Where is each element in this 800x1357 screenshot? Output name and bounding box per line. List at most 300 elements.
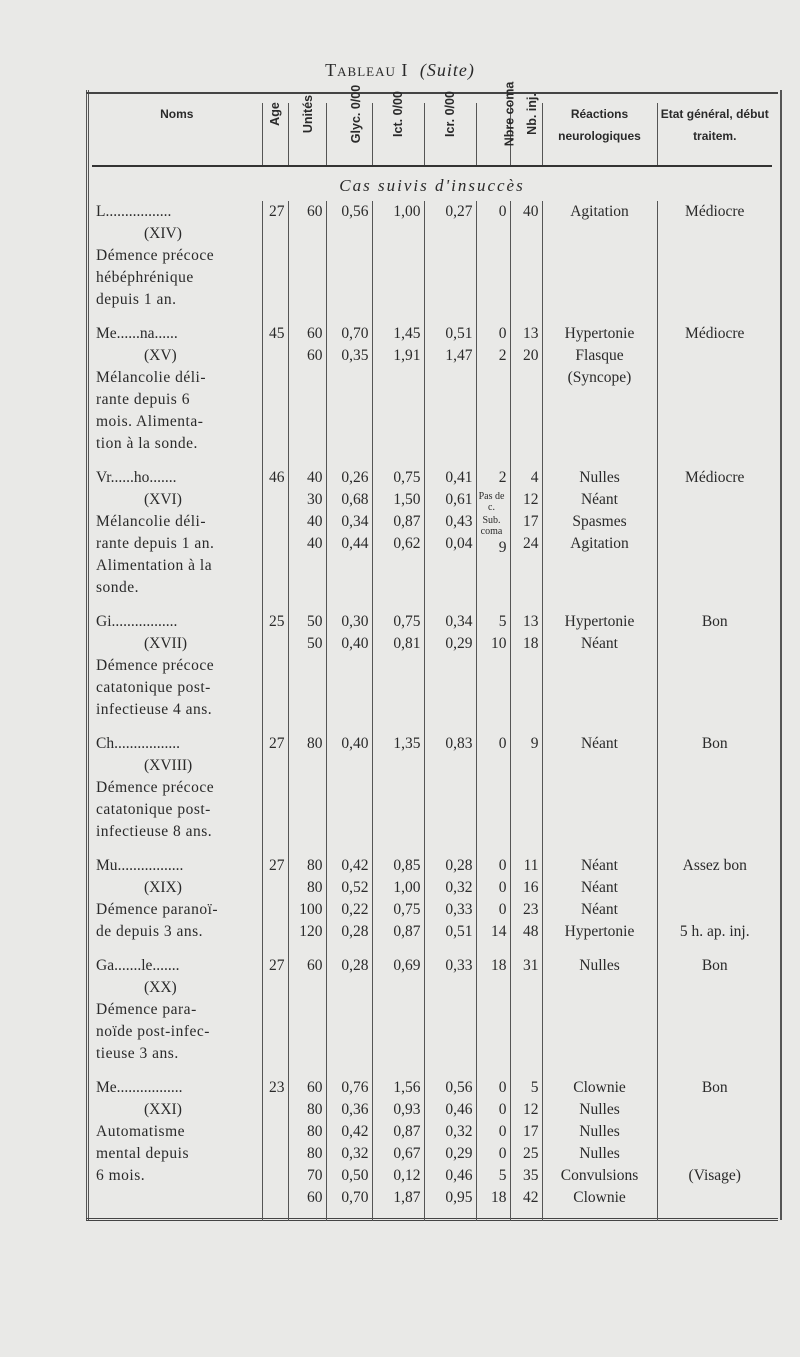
table-body	[92, 166, 772, 1221]
header-nbre-coma	[476, 81, 516, 166]
patient-row	[92, 201, 772, 323]
icr-value: 0,04	[445, 535, 473, 552]
inj-value: 24	[523, 535, 539, 552]
header-age-label: Age	[268, 102, 282, 126]
icr-value: 0,34	[445, 613, 473, 630]
diagnosis-line: Démence para-	[96, 1001, 197, 1018]
section-row	[92, 166, 772, 201]
patient-name: Me......na......	[96, 325, 178, 342]
unites-value: 60	[307, 957, 323, 974]
unites-value: 80	[307, 879, 323, 896]
reaction-value: Nulles	[579, 469, 620, 486]
etat-value: Bon	[701, 735, 728, 752]
unites-value: 80	[307, 1145, 323, 1162]
ict-value: 1,50	[393, 491, 421, 508]
inj-value: 42	[523, 1189, 539, 1206]
ict-cell	[372, 467, 424, 611]
diagnosis-line: noïde post-infec-	[96, 1023, 210, 1040]
patient-name-cell	[92, 855, 262, 955]
unites-value	[289, 367, 323, 389]
page-title	[0, 60, 800, 81]
icr-value: 0,56	[445, 1079, 473, 1096]
icr-value: 0,33	[445, 901, 473, 918]
case-number: (XXI)	[144, 1101, 182, 1118]
reaction-value: Nulles	[579, 1101, 620, 1118]
diagnosis-line: mental depuis	[96, 1145, 190, 1162]
reaction-cell	[542, 1077, 657, 1221]
reaction-value: Néant	[580, 857, 618, 874]
glyc-value: 0,22	[341, 901, 369, 918]
glyc-value: 0,28	[341, 923, 369, 940]
coma-value: 18	[491, 1189, 507, 1206]
diagnosis-line: catatonique post-	[96, 801, 211, 818]
inj-value: 12	[523, 491, 539, 508]
reaction-value: Clownie	[573, 1079, 626, 1096]
patient-row	[92, 733, 772, 855]
header-glyc	[326, 84, 372, 166]
reaction-cell	[542, 733, 657, 855]
icr-cell	[424, 955, 476, 1077]
diagnosis-line: mois. Alimenta-	[96, 413, 204, 430]
ict-value: 0,62	[393, 535, 421, 552]
inj-value: 31	[523, 957, 539, 974]
patient-name: Gi.................	[96, 613, 178, 630]
ict-value: 0,67	[393, 1145, 421, 1162]
diagnosis-line: tion à la sonde.	[96, 435, 198, 452]
ict-value: 1,87	[393, 1189, 421, 1206]
inj-value: 12	[523, 1101, 539, 1118]
coma-value: 0	[498, 879, 507, 896]
case-number: (XVI)	[144, 491, 182, 508]
header-icr-label: Icr. 0/00	[443, 91, 457, 137]
title-caps: Tableau I	[325, 60, 409, 80]
inj-cell	[510, 611, 542, 733]
glyc-value: 0,28	[341, 957, 369, 974]
icr-value: 0,32	[445, 1123, 473, 1140]
unites-cell	[288, 733, 326, 855]
patient-name-cell	[92, 955, 262, 1077]
glyc-value: 0,34	[341, 513, 369, 530]
age-cell: 45	[262, 323, 288, 467]
diagnosis-line: hébéphrénique	[96, 269, 194, 286]
ict-value: 0,12	[393, 1167, 421, 1184]
icr-value: 0,51	[445, 923, 473, 940]
diagnosis-line: sonde.	[96, 579, 140, 596]
unites-value: 60	[307, 203, 323, 220]
age-cell: 23	[262, 1077, 288, 1221]
icr-value: 0,46	[445, 1167, 473, 1184]
inj-value: 20	[523, 347, 539, 364]
etat-cell	[657, 955, 772, 1077]
icr-cell	[424, 1077, 476, 1221]
glyc-value: 0,56	[341, 203, 369, 220]
icr-value: 0,28	[445, 857, 473, 874]
inj-value: 40	[523, 203, 539, 220]
unites-cell	[288, 855, 326, 955]
reaction-value: Néant	[580, 491, 618, 508]
unites-value: 60	[307, 1189, 323, 1206]
etat-value: Bon	[701, 957, 728, 974]
ict-cell	[372, 201, 424, 323]
coma-value: 0	[498, 325, 507, 342]
icr-value: 1,47	[445, 347, 473, 364]
coma-value: Pas de c.	[478, 491, 505, 513]
inj-cell	[510, 855, 542, 955]
patient-name-cell	[92, 1077, 262, 1221]
diagnosis-line: rante depuis 6	[96, 391, 190, 408]
inj-value: 5	[530, 1079, 539, 1096]
glyc-value: 0,36	[341, 1101, 369, 1118]
icr-value: 0,32	[445, 879, 473, 896]
glyc-value: 0,68	[341, 491, 369, 508]
glyc-cell	[326, 855, 372, 955]
etat-value	[658, 877, 773, 899]
top-rule	[86, 92, 778, 94]
glyc-value: 0,52	[341, 879, 369, 896]
etat-value: Bon	[701, 613, 728, 630]
diagnosis-line: Alimentation à la	[96, 557, 213, 574]
unites-value: 120	[299, 923, 323, 940]
reaction-cell	[542, 323, 657, 467]
coma-value: 2	[498, 469, 507, 486]
header-age	[262, 103, 288, 166]
etat-cell	[657, 201, 772, 323]
coma-value	[477, 367, 507, 389]
etat-value: Bon	[701, 1079, 728, 1096]
unites-value: 60	[307, 347, 323, 364]
reaction-value: Nulles	[579, 957, 620, 974]
glyc-value	[327, 367, 369, 389]
unites-cell	[288, 467, 326, 611]
ict-cell	[372, 1077, 424, 1221]
section-title: Cas suivis d'insuccès	[339, 176, 525, 195]
inj-value: 48	[523, 923, 539, 940]
glyc-cell	[326, 467, 372, 611]
reaction-value: Néant	[580, 635, 618, 652]
coma-cell	[476, 1077, 510, 1221]
coma-value: 18	[491, 957, 507, 974]
patient-row	[92, 323, 772, 467]
ict-value	[373, 367, 421, 389]
inj-value: 17	[523, 1123, 539, 1140]
patient-name: Ga.......le.......	[96, 957, 180, 974]
reaction-value: Néant	[580, 879, 618, 896]
glyc-value: 0,35	[341, 347, 369, 364]
ict-cell	[372, 733, 424, 855]
coma-value: 0	[498, 1123, 507, 1140]
patient-name: Vr......ho.......	[96, 469, 177, 486]
icr-value: 0,33	[445, 957, 473, 974]
header-noms	[92, 103, 262, 166]
unites-cell	[288, 1077, 326, 1221]
glyc-value: 0,32	[341, 1145, 369, 1162]
glyc-value: 0,70	[341, 1189, 369, 1206]
glyc-cell	[326, 323, 372, 467]
unites-value: 40	[307, 513, 323, 530]
ict-value: 0,87	[393, 513, 421, 530]
coma-cell	[476, 611, 510, 733]
ict-cell	[372, 855, 424, 955]
icr-value: 0,46	[445, 1101, 473, 1118]
coma-value: 0	[498, 203, 507, 220]
coma-value: 0	[498, 1101, 507, 1118]
age-cell: 25	[262, 611, 288, 733]
header-ict-label: Ict. 0/00	[391, 91, 405, 137]
reaction-cell	[542, 611, 657, 733]
coma-value: 0	[498, 1079, 507, 1096]
inj-cell	[510, 201, 542, 323]
inj-cell	[510, 323, 542, 467]
diagnosis-line: Automatisme	[96, 1123, 186, 1140]
glyc-value: 0,70	[341, 325, 369, 342]
glyc-cell	[326, 733, 372, 855]
header-etat	[657, 103, 772, 166]
ict-value: 1,91	[393, 347, 421, 364]
unites-value: 40	[307, 535, 323, 552]
reaction-cell	[542, 955, 657, 1077]
header-nb-inj-label: Nb. inj.	[524, 93, 539, 135]
glyc-value: 0,76	[341, 1079, 369, 1096]
inj-value: 13	[523, 613, 539, 630]
ict-cell	[372, 323, 424, 467]
reaction-value: Nulles	[579, 1145, 620, 1162]
reaction-value: (Syncope)	[567, 369, 632, 386]
inj-value: 25	[523, 1145, 539, 1162]
glyc-cell	[326, 1077, 372, 1221]
age-cell: 46	[262, 467, 288, 611]
header-reactions	[542, 103, 657, 166]
ict-value: 0,69	[393, 957, 421, 974]
header-glyc-label: Glyc. 0/00	[348, 84, 363, 144]
icr-value: 0,41	[445, 469, 473, 486]
icr-value: 0,61	[445, 491, 473, 508]
unites-cell	[288, 323, 326, 467]
icr-value: 0,43	[445, 513, 473, 530]
diagnosis-line: infectieuse 8 ans.	[96, 823, 213, 840]
patient-name: Me.................	[96, 1079, 183, 1096]
coma-value: 10	[491, 635, 507, 652]
coma-value: 0	[498, 901, 507, 918]
patient-row	[92, 611, 772, 733]
inj-value: 9	[530, 735, 539, 752]
coma-cell	[476, 467, 510, 611]
icr-cell	[424, 733, 476, 855]
diagnosis-line: 6 mois.	[96, 1167, 146, 1184]
icr-value	[425, 367, 473, 389]
glyc-value: 0,40	[341, 735, 369, 752]
etat-cell	[657, 1077, 772, 1221]
icr-value: 0,83	[445, 735, 473, 752]
case-number: (XIV)	[144, 225, 182, 242]
ict-cell	[372, 955, 424, 1077]
coma-value: 5	[498, 1167, 507, 1184]
inj-value: 13	[523, 325, 539, 342]
coma-value: 2	[498, 347, 507, 364]
patient-name-cell	[92, 611, 262, 733]
etat-value: (Visage)	[688, 1167, 741, 1184]
patient-name-cell	[92, 323, 262, 467]
etat-value: Médiocre	[685, 325, 745, 342]
inj-value: 23	[523, 901, 539, 918]
inj-cell	[510, 1077, 542, 1221]
glyc-value: 0,26	[341, 469, 369, 486]
unites-value: 30	[307, 491, 323, 508]
unites-value: 60	[307, 325, 323, 342]
header-unites	[288, 94, 326, 166]
header-etat-label: Etat général, début traitem.	[660, 107, 769, 143]
unites-value: 50	[307, 613, 323, 630]
patient-name-cell	[92, 733, 262, 855]
ict-value: 0,87	[393, 923, 421, 940]
age-cell: 27	[262, 855, 288, 955]
case-number: (XV)	[144, 347, 177, 364]
diagnosis-line: Démence précoce	[96, 247, 215, 264]
patient-row	[92, 955, 772, 1077]
glyc-value: 0,42	[341, 857, 369, 874]
inj-value	[511, 367, 539, 389]
diagnosis-line: Démence paranoï-	[96, 901, 219, 918]
age-cell: 27	[262, 201, 288, 323]
patient-name-cell	[92, 201, 262, 323]
unites-cell	[288, 611, 326, 733]
header-unites-label: Unités	[300, 94, 315, 134]
icr-cell	[424, 611, 476, 733]
age-cell: 27	[262, 955, 288, 1077]
reaction-value: Hypertonie	[564, 923, 635, 940]
unites-value: 40	[307, 469, 323, 486]
case-number: (XIX)	[144, 879, 182, 896]
icr-cell	[424, 201, 476, 323]
ict-value: 0,87	[393, 1123, 421, 1140]
inj-value: 35	[523, 1167, 539, 1184]
coma-cell	[476, 201, 510, 323]
coma-value: 14	[491, 923, 507, 940]
case-number: (XX)	[144, 979, 177, 996]
coma-value: 5	[498, 613, 507, 630]
ict-value: 1,00	[393, 203, 421, 220]
etat-value	[658, 1143, 773, 1165]
inj-cell	[510, 733, 542, 855]
diagnosis-line: depuis 1 an.	[96, 291, 177, 308]
coma-value: Sub. coma	[480, 515, 503, 537]
unites-value: 80	[307, 857, 323, 874]
reaction-value: Convulsions	[560, 1167, 639, 1184]
diagnosis-line: infectieuse 4 ans.	[96, 701, 213, 718]
ict-value: 1,35	[393, 735, 421, 752]
coma-cell	[476, 955, 510, 1077]
diagnosis-line: Mélancolie déli-	[96, 369, 206, 386]
etat-value: Médiocre	[685, 469, 745, 486]
etat-value	[658, 899, 773, 921]
header-ict	[372, 91, 424, 166]
coma-cell	[476, 733, 510, 855]
coma-value: 0	[498, 1145, 507, 1162]
inj-cell	[510, 467, 542, 611]
reaction-value: Nulles	[579, 1123, 620, 1140]
patient-row	[92, 467, 772, 611]
glyc-value: 0,42	[341, 1123, 369, 1140]
reaction-value: Hypertonie	[564, 325, 635, 342]
ict-value: 0,81	[393, 635, 421, 652]
ict-value: 0,93	[393, 1101, 421, 1118]
unites-value: 70	[307, 1167, 323, 1184]
patient-name: Mu.................	[96, 857, 184, 874]
reaction-value: Spasmes	[572, 513, 627, 530]
glyc-value: 0,50	[341, 1167, 369, 1184]
age-cell: 27	[262, 733, 288, 855]
results-table	[92, 81, 772, 1221]
header-icr	[424, 91, 476, 166]
case-number: (XVII)	[144, 635, 188, 652]
reaction-cell	[542, 201, 657, 323]
coma-value: 0	[498, 735, 507, 752]
icr-value: 0,29	[445, 635, 473, 652]
icr-value: 0,51	[445, 325, 473, 342]
etat-cell	[657, 855, 772, 955]
inj-value: 11	[523, 857, 539, 874]
diagnosis-line: de depuis 3 ans.	[96, 923, 204, 940]
unites-value: 80	[307, 1101, 323, 1118]
ict-value: 0,75	[393, 469, 421, 486]
patient-row	[92, 1077, 772, 1221]
glyc-value: 0,44	[341, 535, 369, 552]
unites-cell	[288, 201, 326, 323]
ict-value: 1,00	[393, 879, 421, 896]
reaction-value: Agitation	[570, 535, 629, 552]
reaction-value: Flasque	[575, 347, 624, 364]
coma-value: 0	[498, 857, 507, 874]
etat-cell	[657, 323, 772, 467]
header-nbre-coma-label: Nbre coma	[501, 81, 516, 147]
icr-value: 0,27	[445, 203, 473, 220]
glyc-value: 0,40	[341, 635, 369, 652]
title-suffix: (Suite)	[419, 60, 475, 80]
coma-cell	[476, 855, 510, 955]
ict-value: 0,85	[393, 857, 421, 874]
etat-value: 5 h. ap. inj.	[679, 923, 750, 940]
reaction-value: Hypertonie	[564, 613, 635, 630]
patient-name: L.................	[96, 203, 172, 220]
diagnosis-line: Démence précoce	[96, 657, 215, 674]
glyc-cell	[326, 611, 372, 733]
icr-cell	[424, 467, 476, 611]
diagnosis-line: rante depuis 1 an.	[96, 535, 215, 552]
etat-value	[658, 1121, 773, 1143]
inj-value: 17	[523, 513, 539, 530]
inj-cell	[510, 955, 542, 1077]
reaction-cell	[542, 467, 657, 611]
unites-value: 100	[299, 901, 323, 918]
glyc-cell	[326, 201, 372, 323]
unites-cell	[288, 955, 326, 1077]
icr-cell	[424, 855, 476, 955]
patient-name: Ch.................	[96, 735, 180, 752]
coma-value: 9	[498, 539, 507, 556]
patient-row	[92, 855, 772, 955]
reaction-value: Agitation	[570, 203, 629, 220]
inj-value: 4	[530, 469, 539, 486]
ict-value: 1,45	[393, 325, 421, 342]
etat-value: Assez bon	[682, 857, 747, 874]
glyc-value: 0,30	[341, 613, 369, 630]
patient-name-cell	[92, 467, 262, 611]
reaction-value: Néant	[580, 735, 618, 752]
icr-value: 0,29	[445, 1145, 473, 1162]
diagnosis-line: catatonique post-	[96, 679, 211, 696]
coma-cell	[476, 323, 510, 467]
diagnosis-line: Démence précoce	[96, 779, 215, 796]
case-number: (XVIII)	[144, 757, 193, 774]
